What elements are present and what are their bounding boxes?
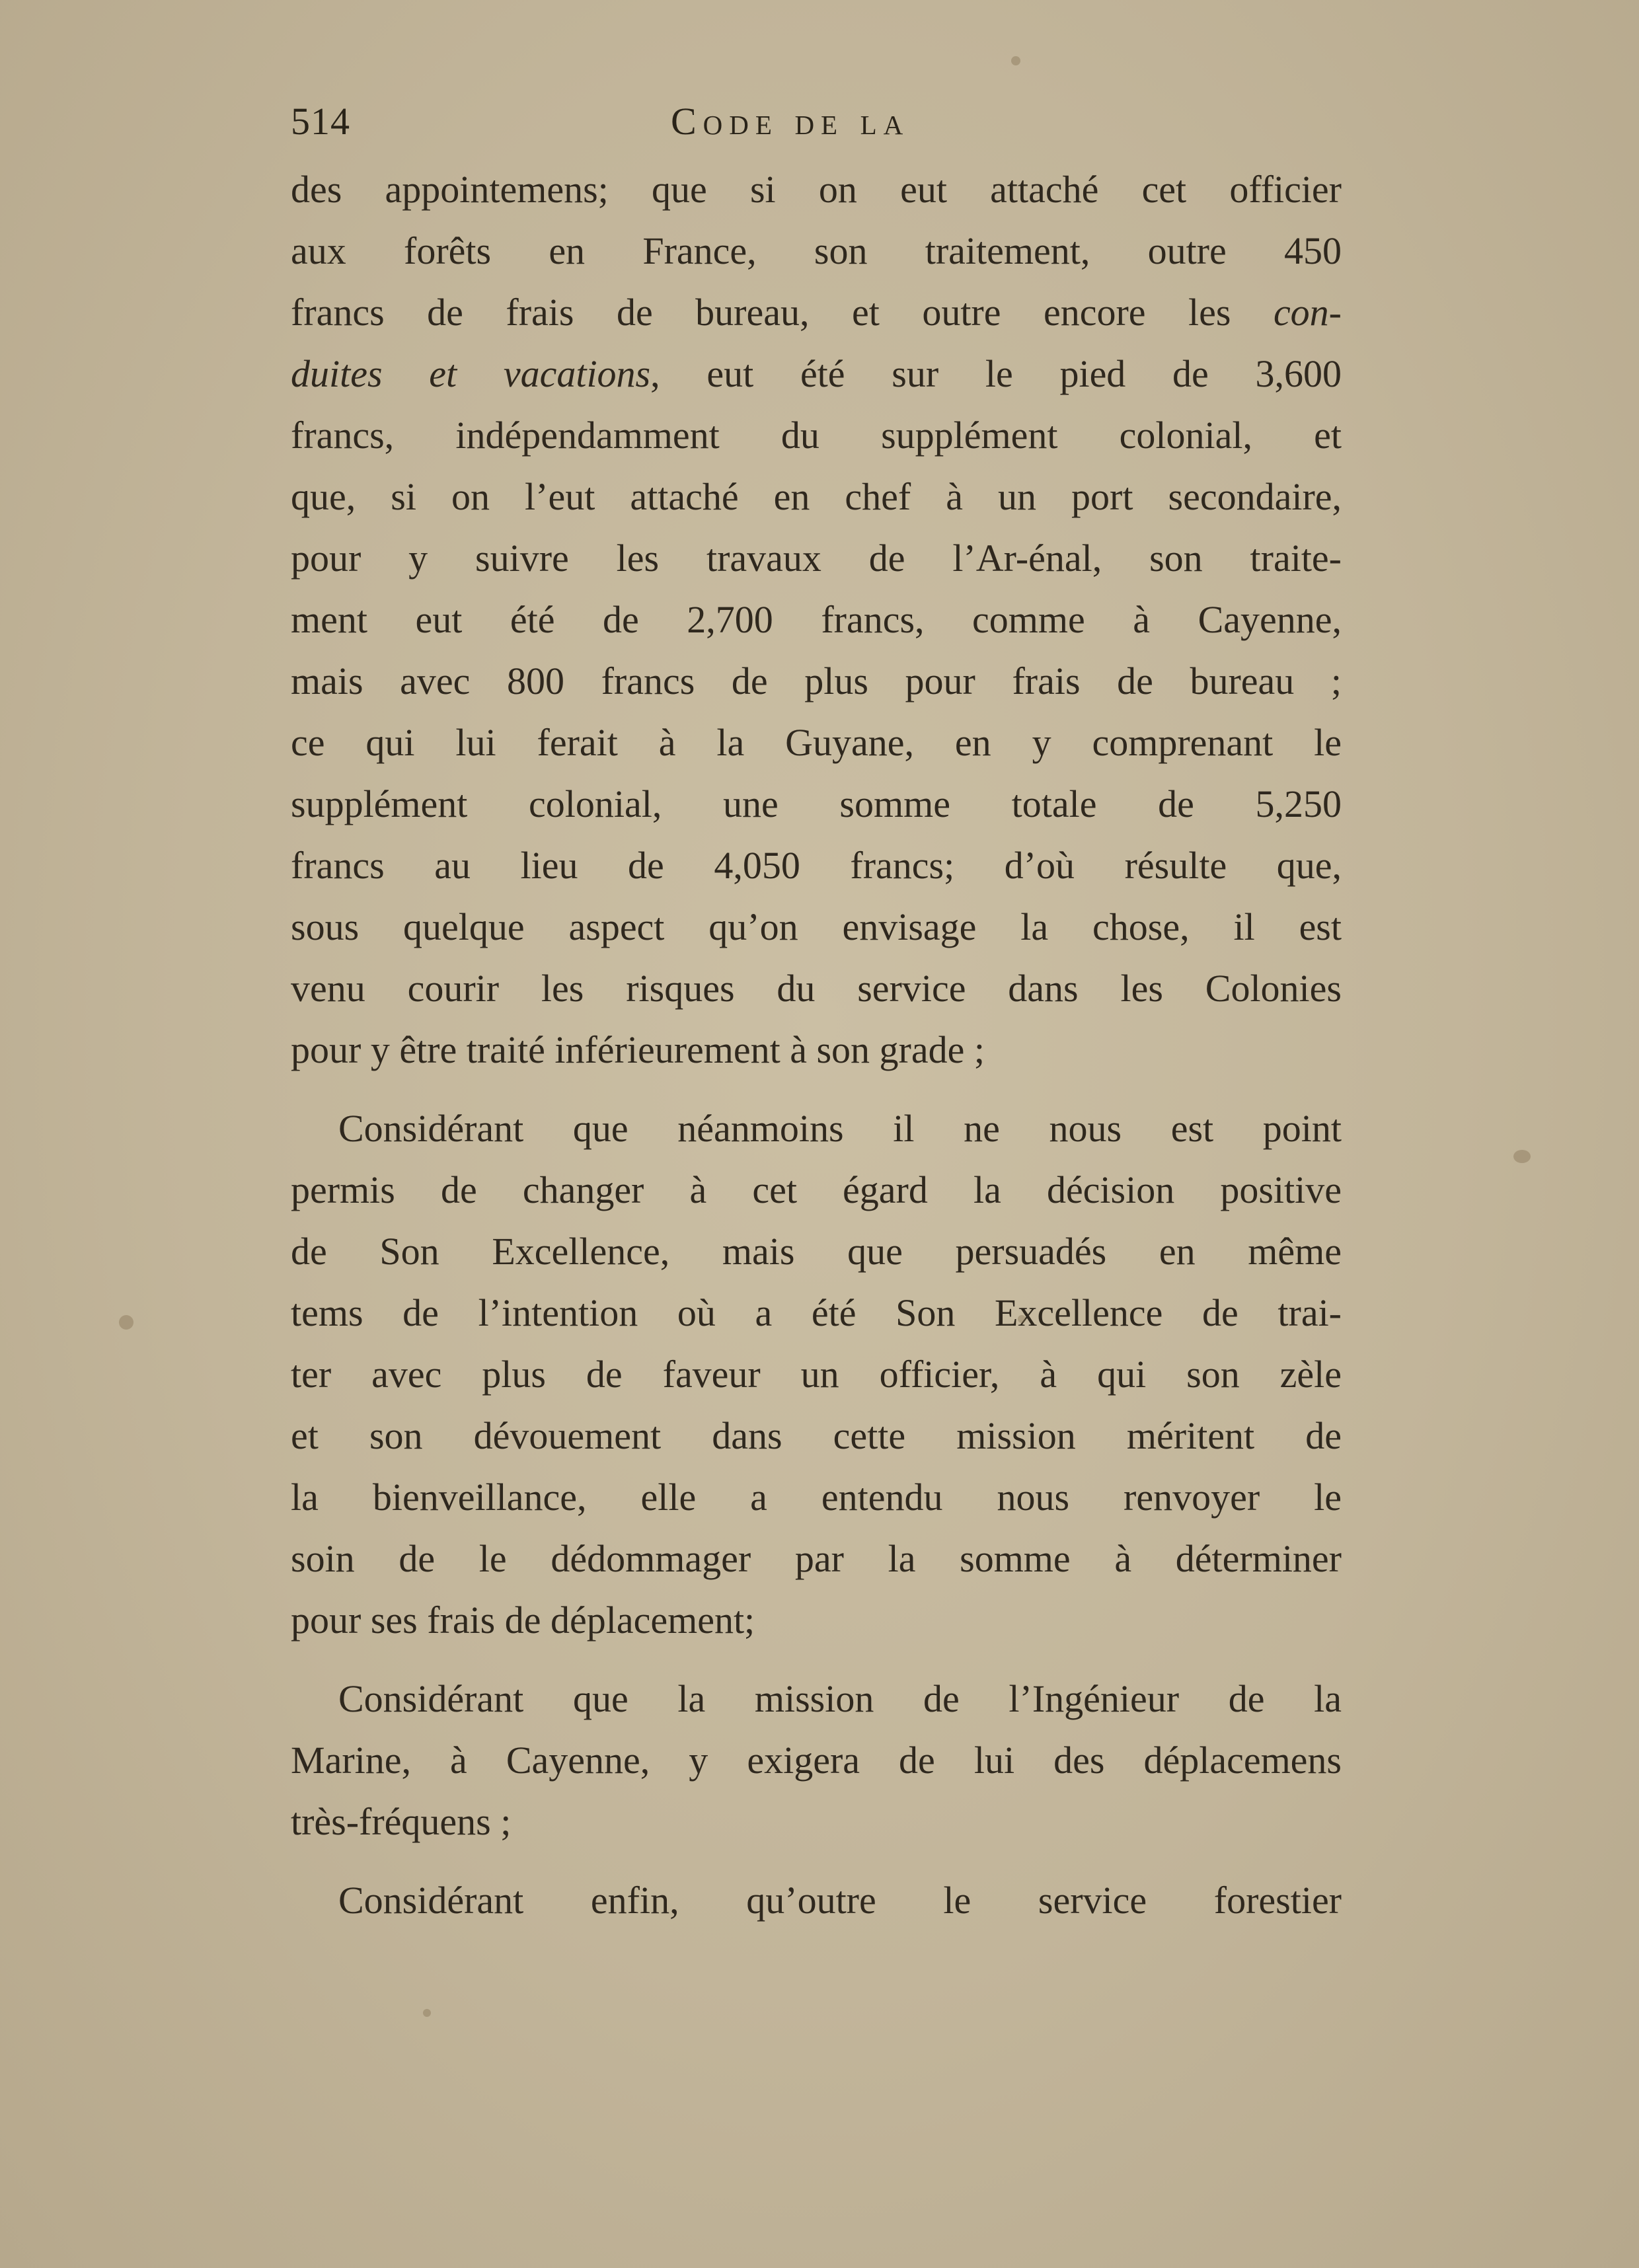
text-line xyxy=(291,1668,1342,1729)
running-head: Code de la xyxy=(671,100,910,143)
paragraph xyxy=(291,159,1342,1080)
text-line xyxy=(291,1528,1342,1589)
text-segment: Considérant enfin, qu’outre le service forestier xyxy=(338,1879,1342,1922)
text-segment: francs au lieu de 4,050 francs; d’où résulte que, xyxy=(291,844,1342,887)
text-line xyxy=(291,896,1342,958)
text-segment: pour y suivre les travaux de l’Ar-énal, son traite- xyxy=(291,537,1342,580)
page-header xyxy=(291,99,1348,159)
paper-speck xyxy=(1513,1150,1531,1163)
text-line xyxy=(291,589,1342,650)
text-segment: ter avec plus de faveur un officier, à qui son zèle xyxy=(291,1353,1342,1396)
text-segment: Considérant que la mission de l’Ingénieur de la xyxy=(338,1677,1342,1720)
text-segment: ce qui lui ferait à la Guyane, en y comprenant le xyxy=(291,721,1342,764)
text-line xyxy=(291,1791,1342,1852)
text-line xyxy=(291,773,1342,835)
paper-speck xyxy=(1011,56,1020,65)
text-segment: francs de frais de bureau, et outre encore les xyxy=(291,291,1274,334)
text-line xyxy=(291,835,1342,896)
text-line xyxy=(291,282,1342,343)
text-line xyxy=(291,1159,1342,1221)
page-number: 514 xyxy=(291,100,350,143)
text-segment: pour y être traité inférieurement à son grade ; xyxy=(291,1028,985,1071)
text-segment: soin de le dédommager par la somme à déterminer xyxy=(291,1537,1342,1580)
text-line xyxy=(291,1870,1342,1931)
text-line xyxy=(291,1343,1342,1405)
text-line xyxy=(291,1466,1342,1528)
text-segment: aux forêts en France, son traitement, outre 450 xyxy=(291,229,1342,272)
text-segment: venu courir les risques du service dans les Colonies xyxy=(291,967,1342,1010)
paragraph-gap xyxy=(291,1651,1342,1668)
text-segment: sous quelque aspect qu’on envisage la chose, il est xyxy=(291,905,1342,948)
body-text xyxy=(291,159,1342,1931)
text-segment: la bienveillance, elle a entendu nous renvoyer le xyxy=(291,1476,1342,1519)
text-line xyxy=(291,159,1342,220)
text-segment: permis de changer à cet égard la décision positive xyxy=(291,1168,1342,1211)
text-line xyxy=(291,650,1342,712)
text-segment: supplément colonial, une somme totale de 5,250 xyxy=(291,782,1342,825)
text-line xyxy=(291,712,1342,773)
text-segment: con- xyxy=(1273,291,1342,334)
text-segment: Marine, à Cayenne, y exigera de lui des déplacemens xyxy=(291,1739,1342,1782)
text-line xyxy=(291,343,1342,404)
text-segment: des appointemens; que si on eut attaché cet officier xyxy=(291,168,1342,211)
text-line xyxy=(291,1405,1342,1466)
text-segment: très-fréquens ; xyxy=(291,1800,512,1843)
text-line xyxy=(291,466,1342,527)
paragraph xyxy=(291,1668,1342,1852)
text-line xyxy=(291,1282,1342,1343)
paper-speck xyxy=(423,2009,431,2017)
text-segment: et son dévouement dans cette mission méritent de xyxy=(291,1414,1342,1457)
text-segment: duites et vacations xyxy=(291,352,651,395)
text-line xyxy=(291,1098,1342,1159)
text-line xyxy=(291,527,1342,589)
paragraph-gap xyxy=(291,1080,1342,1098)
text-segment: pour ses frais de déplacement; xyxy=(291,1599,755,1642)
text-segment: que, si on l’eut attaché en chef à un port secondaire, xyxy=(291,475,1342,518)
paragraph-gap xyxy=(291,1852,1342,1870)
text-segment: de Son Excellence, mais que persuadés en même xyxy=(291,1230,1342,1273)
text-line xyxy=(291,1589,1342,1651)
text-segment: ment eut été de 2,700 francs, comme à Cayenne, xyxy=(291,598,1342,641)
text-segment: mais avec 800 francs de plus pour frais de bureau ; xyxy=(291,660,1342,702)
text-line xyxy=(291,404,1342,466)
paper-speck xyxy=(1018,1315,1026,1323)
text-segment: tems de l’intention où a été Son Excellence de trai- xyxy=(291,1291,1342,1334)
text-line xyxy=(291,1729,1342,1791)
paper-speck xyxy=(119,1315,133,1330)
text-segment: francs, indépendamment du supplément colonial, et xyxy=(291,414,1342,457)
text-segment: Considérant que néanmoins il ne nous est point xyxy=(338,1107,1342,1150)
text-line xyxy=(291,1019,1342,1080)
text-segment: , eut été sur le pied de 3,600 xyxy=(650,352,1342,395)
text-line xyxy=(291,220,1342,282)
text-line xyxy=(291,1221,1342,1282)
paragraph xyxy=(291,1098,1342,1651)
paragraph xyxy=(291,1870,1342,1931)
text-line xyxy=(291,958,1342,1019)
